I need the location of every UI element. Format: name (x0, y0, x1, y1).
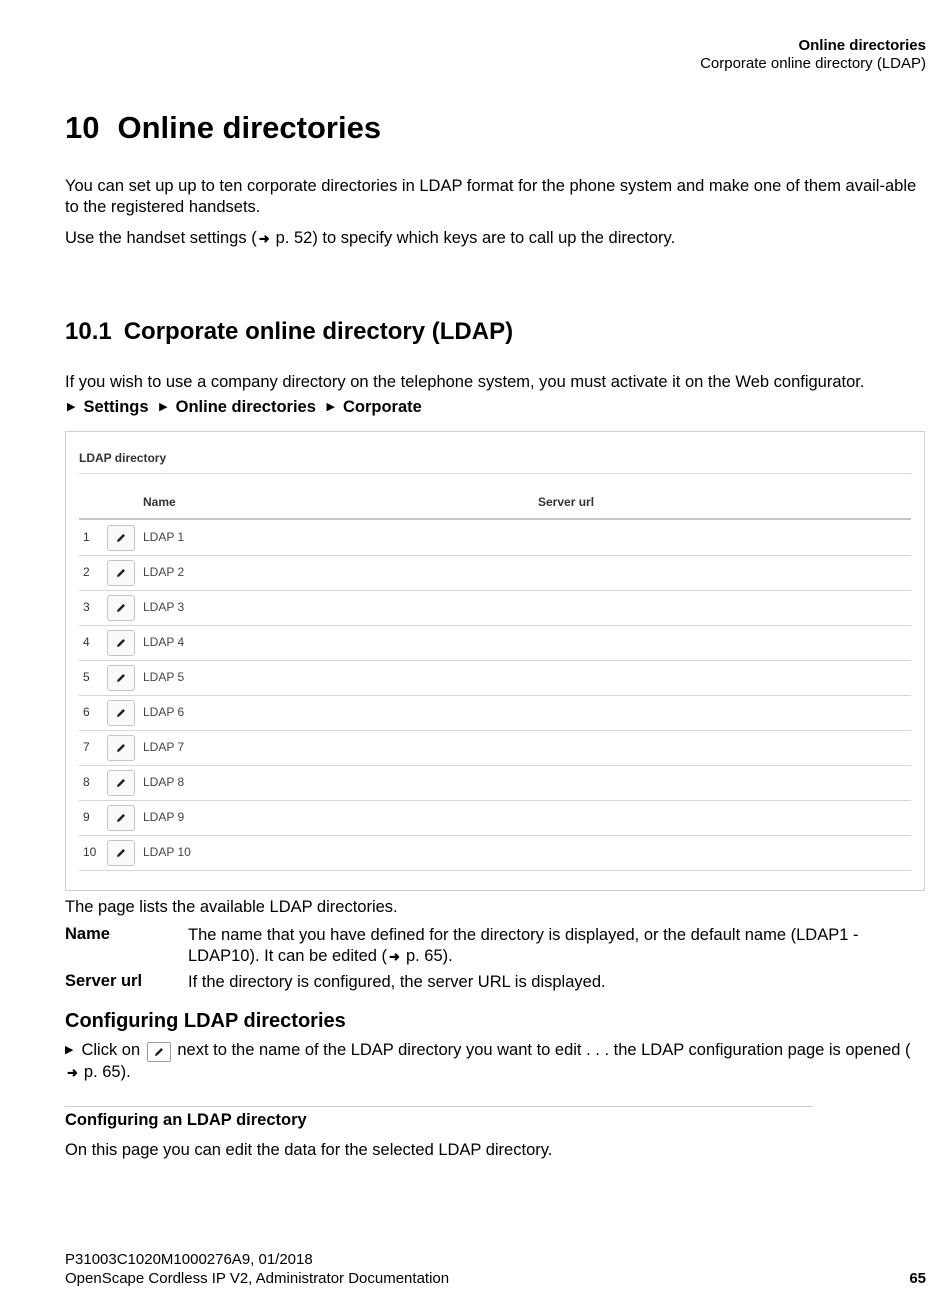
row-index: 5 (83, 670, 90, 684)
row-index: 7 (83, 740, 90, 754)
pencil-icon (115, 602, 127, 614)
step-ref[interactable]: p. 65 (83, 1063, 121, 1081)
table-row (79, 765, 911, 801)
row-index: 4 (83, 635, 90, 649)
table-row (79, 520, 911, 556)
reference-arrow-icon: ➜ (67, 1065, 78, 1080)
row-name: LDAP 7 (143, 740, 185, 754)
footer-doc-title: OpenScape Cordless IP V2, Administrator Documentation (65, 1270, 450, 1287)
config-one-text: On this page you can edit the data for the selected LDAP directory. (65, 1141, 553, 1159)
term-server-url: Server url (65, 972, 143, 990)
table-row (79, 835, 911, 871)
edit-button[interactable] (107, 700, 135, 726)
row-name: LDAP 8 (143, 775, 185, 789)
def-name-after: ). (442, 947, 453, 965)
pencil-icon (115, 567, 127, 579)
after-screenshot-text: The page lists the available LDAP directories. (65, 898, 398, 916)
def-name-before: The name that you have defined for the directory is displayed, or the default name (LDAP1 - LDAP10). It can be edited ( (188, 926, 859, 965)
step-end: ). (120, 1063, 131, 1081)
row-name: LDAP 6 (143, 705, 185, 719)
table-row (79, 555, 911, 591)
pencil-icon (115, 742, 127, 754)
table-row (79, 695, 911, 731)
table-row (79, 590, 911, 626)
pencil-icon (115, 532, 127, 544)
section-number: 10.1 (65, 318, 112, 345)
edit-button[interactable] (107, 560, 135, 586)
edit-button[interactable] (107, 665, 135, 691)
nav-path-item: Corporate (342, 398, 422, 416)
pencil-icon (115, 812, 127, 824)
column-header-server-url: Server url (538, 495, 595, 509)
row-index: 1 (83, 530, 90, 544)
row-index: 9 (83, 810, 90, 824)
row-name: LDAP 10 (143, 845, 191, 859)
chapter-title (65, 110, 381, 146)
pencil-icon (115, 847, 127, 859)
row-index: 6 (83, 705, 90, 719)
reference-arrow-icon: ➜ (258, 231, 270, 246)
chapter-number: 10 (65, 110, 100, 145)
def-name-ref[interactable]: p. 65 (405, 947, 443, 965)
table-row (79, 660, 911, 696)
configuring-heading: Configuring LDAP directories (65, 1010, 346, 1032)
pencil-icon (147, 1042, 171, 1062)
row-name: LDAP 4 (143, 635, 185, 649)
nav-path (65, 398, 422, 417)
pencil-icon (115, 637, 127, 649)
edit-button[interactable] (107, 595, 135, 621)
triangle-right-icon: ▶ (67, 401, 76, 413)
edit-button[interactable] (107, 840, 135, 866)
row-name: LDAP 3 (143, 600, 185, 614)
config-one-heading: Configuring an LDAP directory (65, 1111, 307, 1129)
row-index: 10 (83, 845, 97, 859)
triangle-right-icon: ▶ (159, 401, 168, 413)
running-header (700, 37, 926, 73)
row-name: LDAP 9 (143, 810, 185, 824)
edit-button[interactable] (107, 630, 135, 656)
ldap-directory-screenshot (65, 431, 925, 891)
row-index: 2 (83, 565, 90, 579)
footer-doc-id: P31003C1020M1000276A9, 01/2018 (65, 1251, 313, 1268)
edit-button[interactable] (107, 735, 135, 761)
panel-title: LDAP directory (79, 451, 167, 465)
intro-p2-ref[interactable]: p. 52 (275, 229, 313, 247)
nav-path-item: Settings (83, 398, 149, 416)
row-name: LDAP 5 (143, 670, 185, 684)
term-name: Name (65, 925, 110, 943)
row-name: LDAP 1 (143, 530, 185, 544)
step-after: next to the name of the LDAP directory you want to edit . . . the LDAP configuration page is opened ( (177, 1041, 911, 1059)
section-intro: If you wish to use a company directory on the telephone system, you must activate it on the Web configurator. (65, 373, 865, 391)
table-row (79, 625, 911, 661)
row-index: 3 (83, 600, 90, 614)
intro-paragraph-1: You can set up up to ten corporate directories in LDAP format for the phone system and make one of them avail-able to the registered handsets. (65, 177, 917, 216)
pencil-icon (115, 707, 127, 719)
page-number: 65 (909, 1270, 926, 1287)
table-row (79, 800, 911, 836)
triangle-right-icon: ▶ (65, 1044, 74, 1056)
pencil-icon (115, 777, 127, 789)
section-title-text: Corporate online directory (LDAP) (123, 318, 514, 345)
reference-arrow-icon: ➜ (389, 949, 400, 964)
intro-p2-before: Use the handset settings ( (65, 229, 257, 247)
pencil-icon (115, 672, 127, 684)
divider (79, 473, 911, 474)
section-title (65, 318, 513, 346)
chapter-title-text: Online directories (117, 110, 382, 145)
edit-button[interactable] (107, 770, 135, 796)
column-header-name: Name (143, 495, 176, 509)
definition-name (188, 925, 908, 967)
row-index: 8 (83, 775, 90, 789)
triangle-right-icon: ▶ (326, 401, 335, 413)
intro-paragraph-2 (65, 228, 927, 249)
table-row (79, 730, 911, 766)
nav-path-item: Online directories (175, 398, 316, 416)
edit-button[interactable] (107, 525, 135, 551)
header-chapter: Online directories (798, 37, 926, 54)
edit-button[interactable] (107, 805, 135, 831)
configuring-step (65, 1040, 927, 1083)
intro-p2-after: ) to specify which keys are to call up the directory. (312, 229, 676, 247)
header-section: Corporate online directory (LDAP) (700, 55, 926, 72)
definition-server-url: If the directory is configured, the server URL is displayed. (188, 973, 606, 991)
step-before: Click on (81, 1041, 141, 1059)
divider (65, 1106, 813, 1107)
row-name: LDAP 2 (143, 565, 185, 579)
